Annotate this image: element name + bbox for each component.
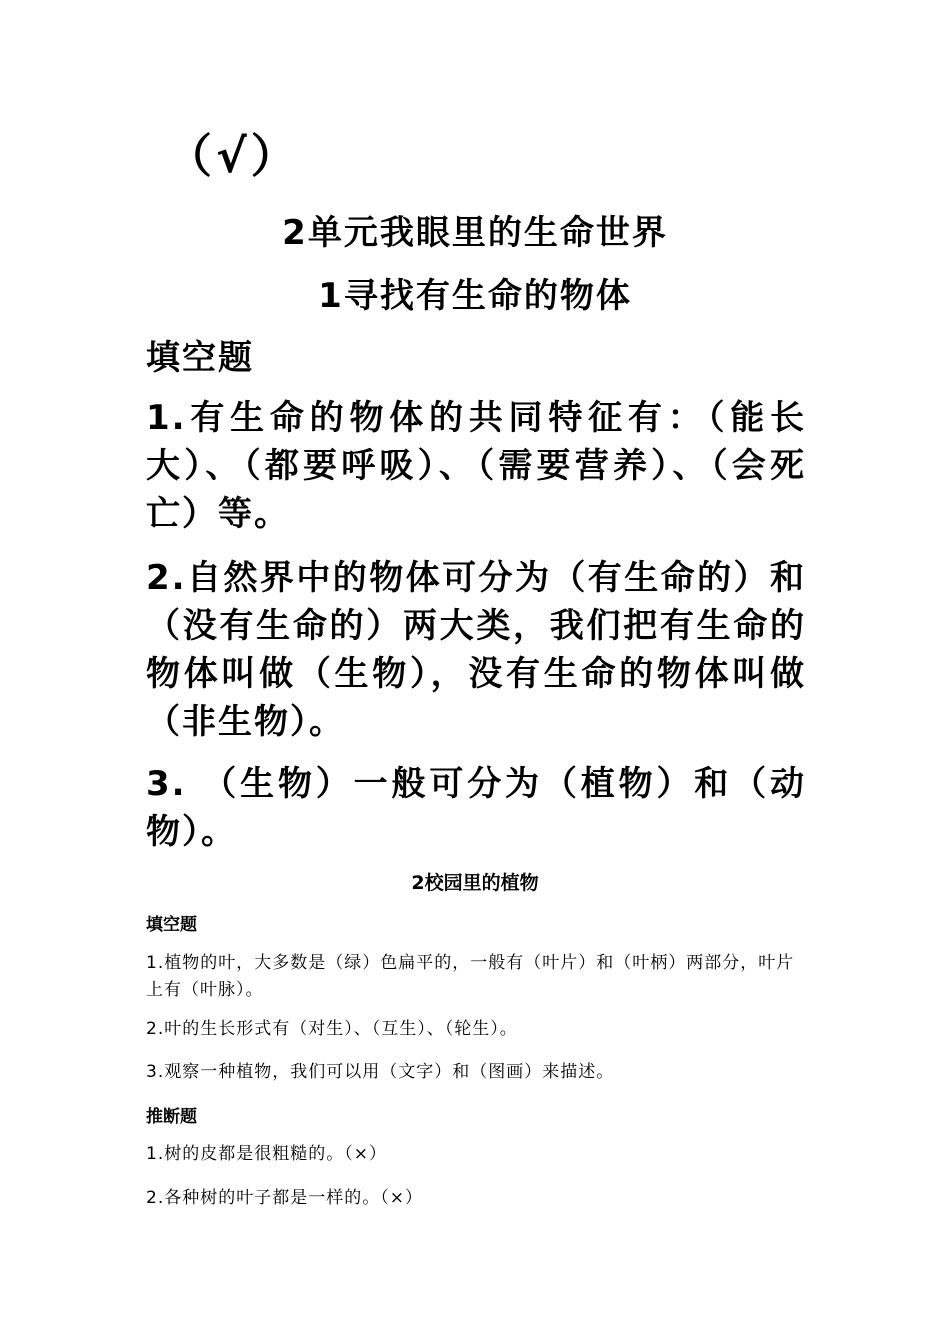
lesson-1-question-3: 3. （生物）一般可分为（植物）和（动物）。 [146,764,806,852]
answer-checkmark: （√） [166,129,301,183]
lesson-1-title: 1寻找有生命的物体 [318,276,632,316]
lesson-2-fill-question-2: 2.叶的生长形式有（对生）、（互生）、（轮生）。 [146,1019,518,1039]
lesson-2-fill-question-3: 3.观察一种植物，我们可以用（文字）和（图画）来描述。 [146,1062,615,1082]
lesson-2-judgment-label: 推断题 [146,1107,197,1127]
unit-title: 2单元我眼里的生命世界 [282,213,668,253]
lesson-2-judgment-question-2: 2.各种树的叶子都是一样的。（×） [146,1188,423,1208]
lesson-2-title: 2校园里的植物 [411,872,539,894]
lesson-1-question-1: 1.有生命的物体的共同特征有：（能长大）、（都要呼吸）、（需要营养）、（会死亡）等。 [146,398,806,534]
lesson-2-fill-question-1: 1.植物的叶，大多数是（绿）色扁平的，一般有（叶片）和（叶柄）两部分，叶片上有（叶脉）。 [146,953,795,1000]
lesson-1-fill-in-label: 填空题 [146,338,254,378]
lesson-1-question-2: 2.自然界中的物体可分为（有生命的）和（没有生命的）两大类，我们把有生命的物体叫做（生物），没有生命的物体叫做（非生物）。 [146,558,806,742]
lesson-2-fill-in-label: 填空题 [146,915,197,935]
lesson-2-judgment-question-1: 1.树的皮都是很粗糙的。（×） [146,1144,387,1164]
